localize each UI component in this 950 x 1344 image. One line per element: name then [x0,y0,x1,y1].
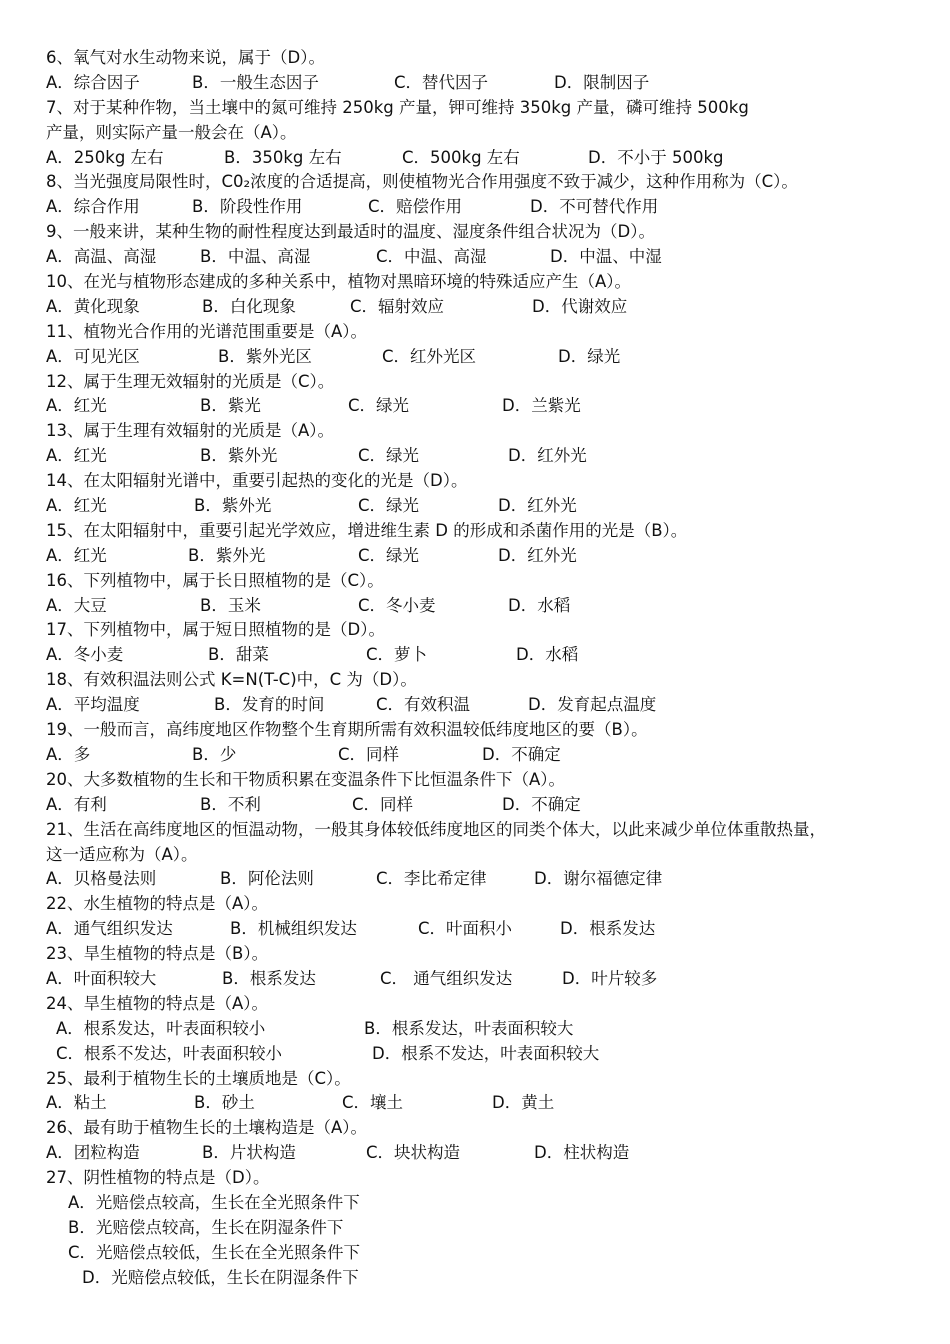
option-a: A．综合因子 [46,72,140,92]
option-a: A．250kg 左右 [46,147,164,167]
option-c: C．冬小麦 [358,595,436,615]
option-c: C．李比希定律 [376,869,487,889]
option-row [46,1042,926,1067]
question-text: 20、大多数植物的生长和干物质积累在变温条件下比恒温条件下（A）。 [46,769,566,789]
question-text: 27、阴性植物的特点是（D）。 [46,1168,270,1188]
option-row [46,1091,926,1116]
question-text: 26、最有助于植物生长的土壤构造是（A）。 [46,1118,368,1138]
option-a: A．红光 [46,446,107,466]
option-d: D．不确定 [482,744,561,764]
option-row [46,195,926,220]
option-d: D．黄土 [492,1093,555,1113]
option-row [46,345,926,370]
question-text: 10、在光与植物形态建成的多种关系中，植物对黑暗环境的特殊适应产生（A）。 [46,272,632,292]
option-row [46,544,926,569]
option-c: C．中温、高湿 [376,247,487,267]
option-a: A．红光 [46,396,107,416]
option-a: A．通气组织发达 [46,919,173,939]
option-d: D．不确定 [502,794,581,814]
question-text: 6、氧气对水生动物来说，属于（D）。 [46,48,325,67]
question-text-continued: 这一适应称为（A）。 [46,844,198,864]
question-text: 15、在太阳辐射中，重要引起光学效应，增进维生素 D 的形成和杀菌作用的光是（B）。 [46,520,688,540]
question-text: 13、属于生理有效辐射的光质是（A）。 [46,421,335,441]
question-text: 24、旱生植物的特点是（A）。 [46,993,269,1013]
option-row [46,1141,926,1166]
option-c: C．壤土 [342,1093,404,1113]
question-text: 23、旱生植物的特点是（B）。 [46,944,269,964]
option-b: B．350kg 左右 [224,147,342,167]
option-c: C．同样 [338,744,400,764]
question-text: 11、植物光合作用的光谱范围重要是（A）。 [46,321,368,341]
option-c: C．辐射效应 [350,296,445,316]
option-d: D．光赔偿点较低，生长在阴湿条件下 [82,1267,359,1287]
option-d: D．绿光 [558,346,621,366]
option-c: C．赔偿作用 [368,197,463,217]
option-row [46,793,926,818]
question-text: 22、水生植物的特点是（A）。 [46,894,269,914]
option-b: B．根系发达 [222,968,316,988]
option-a: A．叶面积较大 [46,968,157,988]
option-c: C．有效积温 [376,695,471,715]
question-text: 17、下列植物中，属于短日照植物的是（D）。 [46,620,385,640]
option-c: C． 通气组织发达 [380,968,513,988]
option-d: D．根系不发达，叶表面积较大 [372,1043,600,1063]
option-row [46,146,926,171]
option-a: A．黄化现象 [46,296,140,316]
option-b: B．玉米 [200,595,261,615]
option-d: D．红外光 [508,446,587,466]
option-b: B．白化现象 [202,296,296,316]
option-row [46,743,926,768]
option-c: C．绿光 [358,496,420,516]
option-d: D．不小于 500kg [588,147,724,167]
option-row [46,693,926,718]
option-b: B．紫外光区 [218,346,312,366]
option-row [46,394,926,419]
option-b: B．砂土 [194,1093,255,1113]
option-d: D．叶片较多 [562,968,658,988]
option-c: C．绿光 [348,396,410,416]
question-text: 25、最利于植物生长的土壤质地是（C）。 [46,1068,351,1088]
option-a: A．大豆 [46,595,107,615]
option-a: A．团粒构造 [46,1143,140,1163]
option-row [46,1017,926,1042]
option-d: D．发育起点温度 [528,695,657,715]
option-a: A．冬小麦 [46,645,124,665]
option-a: A．多 [46,744,91,764]
option-b: B．一般生态因子 [192,72,319,92]
question-text: 12、属于生理无效辐射的光质是（C）。 [46,371,335,391]
option-row [46,967,926,992]
option-c: C．替代因子 [394,72,489,92]
question-text: 7、对于某种作物，当土壤中的氮可维持 250kg 产量，钾可维持 350kg 产量，磷可维持 500kg [46,97,749,117]
option-d: D．中温、中湿 [550,247,662,267]
option-b: B．少 [192,744,237,764]
option-a: A．高温、高湿 [46,247,157,267]
option-b: B．片状构造 [202,1143,296,1163]
option-b: B．阶段性作用 [192,197,303,217]
option-b: B．中温、高湿 [200,247,311,267]
option-d: D．谢尔福德定律 [534,869,663,889]
option-row [46,494,926,519]
question-text: 19、一般而言，高纬度地区作物整个生育期所需有效积温较低纬度地区的要（B）。 [46,720,648,740]
option-a: A．有利 [46,794,107,814]
option-d: D．不可替代作用 [530,197,659,217]
option-c: C．叶面积小 [418,919,513,939]
option-row [46,594,926,619]
option-c: C．萝卜 [366,645,428,665]
option-row [46,245,926,270]
option-c: C．块状构造 [366,1143,461,1163]
question-text: 9、一般来讲，某种生物的耐性程度达到最适时的温度、湿度条件组合状况为（D）。 [46,222,655,242]
option-b: B．紫外光 [188,545,266,565]
option-c: C．同样 [352,794,414,814]
option-b: B．发育的时间 [214,695,325,715]
option-d: D．兰紫光 [502,396,581,416]
option-row [46,71,926,96]
option-d: D．根系发达 [560,919,656,939]
option-row [46,295,926,320]
option-b: B．紫光 [200,396,261,416]
option-a: A．综合作用 [46,197,140,217]
option-d: D．红外光 [498,545,577,565]
option-row [46,643,926,668]
option-c: C．根系不发达，叶表面积较小 [56,1043,283,1063]
option-row [46,917,926,942]
document-body [46,46,926,1291]
option-d: D．红外光 [498,496,577,516]
option-b: B．紫外光 [200,446,278,466]
option-b: B．光赔偿点较高，生长在阴湿条件下 [68,1217,344,1237]
question-text: 18、有效积温法则公式 K=N(T-C)中，C 为（D）。 [46,670,417,690]
option-a: A．可见光区 [46,346,140,366]
option-b: B．紫外光 [194,496,272,516]
question-text: 8、当光强度局限性时，C0₂浓度的合适提高，则使植物光合作用强度不致于减少，这种作用称为（C）。 [46,172,798,192]
option-d: D．柱状构造 [534,1143,630,1163]
option-a: A．红光 [46,496,107,516]
question-text: 16、下列植物中，属于长日照植物的是（C）。 [46,570,384,590]
option-c: C．红外光区 [382,346,477,366]
option-a: A．红光 [46,545,107,565]
question-text: 14、在太阳辐射光谱中，重要引起热的变化的光是（D）。 [46,471,468,491]
option-d: D．限制因子 [554,72,650,92]
option-d: D．水稻 [508,595,571,615]
option-a: A．根系发达，叶表面积较小 [56,1018,266,1038]
option-c: C．500kg 左右 [402,147,520,167]
option-row [46,867,926,892]
option-a: A．贝格曼法则 [46,869,157,889]
option-b: B．阿伦法则 [220,869,314,889]
option-row [46,444,926,469]
option-b: B．机械组织发达 [230,919,357,939]
option-b: B．不利 [200,794,261,814]
option-c: C．绿光 [358,545,420,565]
option-d: D．代谢效应 [532,296,628,316]
question-text-continued: 产量，则实际产量一般会在（A）。 [46,122,297,142]
option-b: B．根系发达，叶表面积较大 [364,1018,574,1038]
option-a: A．光赔偿点较高，生长在全光照条件下 [68,1192,360,1212]
option-c: C．绿光 [358,446,420,466]
option-b: B．甜菜 [208,645,269,665]
question-text: 21、生活在高纬度地区的恒温动物，一般其身体较低纬度地区的同类个体大，以此来减少单位体重散热量， [46,819,826,839]
option-c: C．光赔偿点较低，生长在全光照条件下 [68,1242,361,1262]
option-a: A．粘土 [46,1093,107,1113]
option-d: D．水稻 [516,645,579,665]
option-a: A．平均温度 [46,695,140,715]
